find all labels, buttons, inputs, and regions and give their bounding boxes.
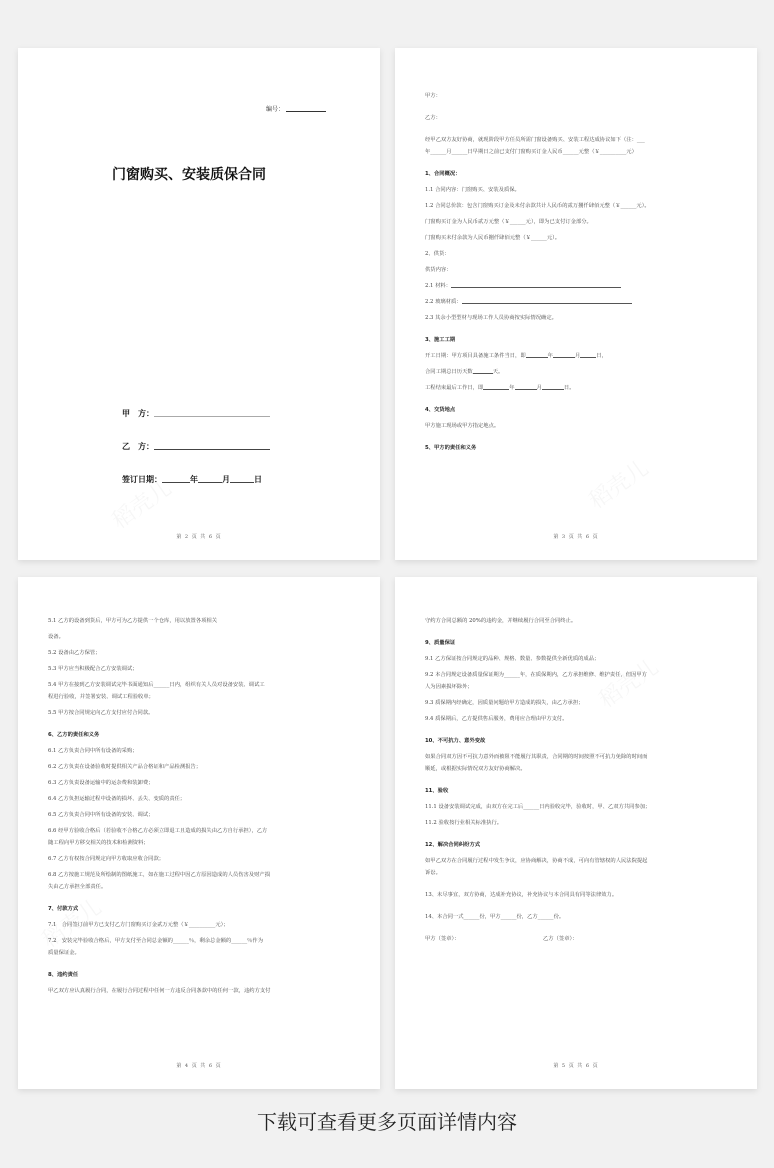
clause: 6.1 乙方负责合同中所有设备的采购； <box>48 748 138 754</box>
clause: 11.1 设备安装调试完成，由双方在完工后______日内验收完毕，验收时，甲、乙双方共同参加； <box>425 804 651 810</box>
page-number: 第 4 页 共 6 页 <box>176 1063 222 1069</box>
download-caption: 下载可查看更多页面详情内容 <box>257 1110 517 1134</box>
clause: 如果合同双方因不可抗力意外而被阻不能履行其职责，合同期的时间按照不可抗力免除的时间而 <box>425 754 648 760</box>
clause: 9.2 本合同规定设备质量保证期为______年，在质保期内，乙方承担维修、维护责任，但因甲方 <box>425 672 647 678</box>
intro-text: 年______月______日早期日之前已支付门窗购买订金人民币______元整（￥__________元） <box>425 149 637 155</box>
clause: 9.1 乙方保证按合同规定的品种、规格、数量、参数提供全新优质的成品； <box>425 656 600 662</box>
section-heading: 1、合同概况： <box>425 171 461 177</box>
intro-text: 经甲乙双方友好协商，就现阶段甲方任员所需门窗设备购买、安装工程达成协议如下（注：___ <box>425 137 645 143</box>
page-number: 第 5 页 共 6 页 <box>553 1063 599 1069</box>
party-b-line: 乙方： <box>425 115 441 121</box>
page-3-body <box>425 92 731 460</box>
clause: 工程结束最后工作日，即 年 月 日。 <box>425 385 575 391</box>
page-number: 第 3 页 共 6 页 <box>553 534 599 540</box>
clause: 人为因素损坏除外； <box>425 684 473 690</box>
clause: 诉讼。 <box>425 870 441 876</box>
clause: 14、本合同一式______份，甲方______份，乙方______份。 <box>425 914 565 920</box>
clause: 11.2 验收按行业相关标准执行。 <box>425 820 503 826</box>
clause: 设备。 <box>48 634 64 640</box>
clause: 5.4 甲方在接到乙方安装调试完毕书面通知后______日内，组织有关人员对设备安装、调试工 <box>48 682 265 688</box>
clause: 2.1 材料： <box>425 282 731 290</box>
clause: 7.2 安装完毕验收合格后，甲方支付至合同总金额的______％，剩余总金额的______％作为 <box>48 938 264 944</box>
clause: 程进行验收，并签署安装、调试工程验收单； <box>48 694 154 700</box>
clause: 2、供货： <box>425 251 450 257</box>
section-heading: 9、质量保证 <box>425 640 456 646</box>
clause: 合同工期总日历天数 天。 <box>425 369 504 375</box>
clause: 2.2 玻璃材质： <box>425 298 731 306</box>
clause: 6.6 经甲方验收合格后（若验收不合格乙方必须立即退工且造成的损失由乙方自行承担），乙方 <box>48 828 268 834</box>
sign-date-field: 签订日期： 年 月 日 <box>122 475 262 484</box>
contract-title: 门窗购买、安装质保合同 <box>112 167 266 183</box>
clause: 如甲乙双方在合同履行过程中发生争议，应协商解决，协商不成，可向有管辖权的人民法院提起 <box>425 858 648 864</box>
page-cover <box>18 48 380 560</box>
section-heading: 5、甲方的责任和义务 <box>425 445 477 451</box>
clause: 顺延，或根据实际情况双方友好协商解决。 <box>425 766 526 772</box>
clause: 5.1 乙方的设备到货后，甲方可为乙方提供一个仓库，用以放置各项相关 <box>48 618 218 624</box>
clause: 5.3 甲方应当积极配合乙方安装调试； <box>48 666 138 672</box>
clause: 6.5 乙方负责合同中所有设备的安装、调试； <box>48 812 154 818</box>
party-b-field: 乙 方： <box>122 441 270 452</box>
clause: 门窗购买订金为人民币贰万元整（￥______元），即为已支付订金部分。 <box>425 219 592 225</box>
clause: 13、未尽事宜，双方协商，达成补充协议，补充协议与本合同具有同等法律效力。 <box>425 892 618 898</box>
clause: 门窗购买未付余款为人民币捌仟肆佰元整（￥______元）。 <box>425 235 561 241</box>
section-heading: 3、施工工期 <box>425 337 456 343</box>
page-number: 第 2 页 共 6 页 <box>176 534 222 540</box>
page-4 <box>18 577 380 1089</box>
clause: 7.1 合同签订前甲方已支付乙方门窗购买订金贰万元整（￥__________元）； <box>48 922 229 928</box>
watermark <box>582 452 654 515</box>
clause: 5.2 设备由乙方保管； <box>48 650 101 656</box>
clause: 开工日期：甲方项目具备施工条件当日，即 年 月 日， <box>425 353 607 359</box>
signature-line <box>425 935 731 943</box>
clause: 甲乙双方应认真履行合同，在履行合同过程中任何一方违反合同条款中的任何一款，违约方支付 <box>48 988 271 994</box>
clause: 6.8 乙方按施工规范及所绘制的图纸施工，如在施工过程中因乙方原因造成的人员伤害及财产损 <box>48 872 270 878</box>
section-heading: 4、交货地点 <box>425 407 456 413</box>
clause: 6.3 乙方负责设备运输中的运杂费和装卸费； <box>48 780 154 786</box>
section-heading: 12、解决合同纠纷方式 <box>425 842 481 848</box>
clause: 质量保证金。 <box>48 950 80 956</box>
clause: 甲方施工现场或甲方指定地点。 <box>425 423 500 429</box>
section-heading: 8、违约责任 <box>48 972 79 978</box>
party-b-signature: 乙方（签章）： <box>543 936 578 942</box>
clause: 6.4 乙方负担运输过程中设备的损坏、丢失、变质的责任； <box>48 796 186 802</box>
party-a-signature: 甲方（签章）： <box>425 936 460 942</box>
clause: 6.2 乙方负责在设备验收时提供相关产品合格证和产品检测报告； <box>48 764 202 770</box>
page-3 <box>395 48 757 560</box>
clause: 失由乙方承担全部责任。 <box>48 884 107 890</box>
party-a-line: 甲方： <box>425 93 441 99</box>
clause: 9.3 质保期内经确定，因质量问题给甲方造成的损失，由乙方承担； <box>425 700 584 706</box>
contract-number: 编号： <box>266 104 326 113</box>
clause: 9.4 质保期后，乙方提供售后服务，费用应合理由甲方支付。 <box>425 716 568 722</box>
section-heading: 6、乙方的责任和义务 <box>48 732 100 738</box>
clause: 供货内容： <box>425 267 452 273</box>
section-heading: 11、验收 <box>425 788 449 794</box>
clause: 1.2 合同总价款：包含门窗购买订金及未付余款共计人民币的贰万捌仟肆佰元整（￥______元）。 <box>425 203 650 209</box>
page-5-body <box>425 617 731 951</box>
section-heading: 10、不可抗力、意外变故 <box>425 738 486 744</box>
clause: 守约方合同总额的 20%的违约金，并继续履行合同至合同终止。 <box>425 618 577 624</box>
section-heading: 7、付款方式 <box>48 906 79 912</box>
clause: 随工程向甲方移交相关的技术和检测资料； <box>48 840 149 846</box>
clause: 1.1 合同内容：门窗购买、安装及质保。 <box>425 187 520 193</box>
page-5 <box>395 577 757 1089</box>
clause: 2.3 其余小型型材与现场工作人员协商按实际情况确定。 <box>425 315 557 321</box>
clause: 5.5 甲方按合同规定向乙方支付应付合同款。 <box>48 710 154 716</box>
party-a-field: 甲 方： <box>122 408 270 419</box>
page-4-body <box>48 617 354 1003</box>
clause: 6.7 乙方有权按合同规定向甲方收取应收合同款； <box>48 856 165 862</box>
